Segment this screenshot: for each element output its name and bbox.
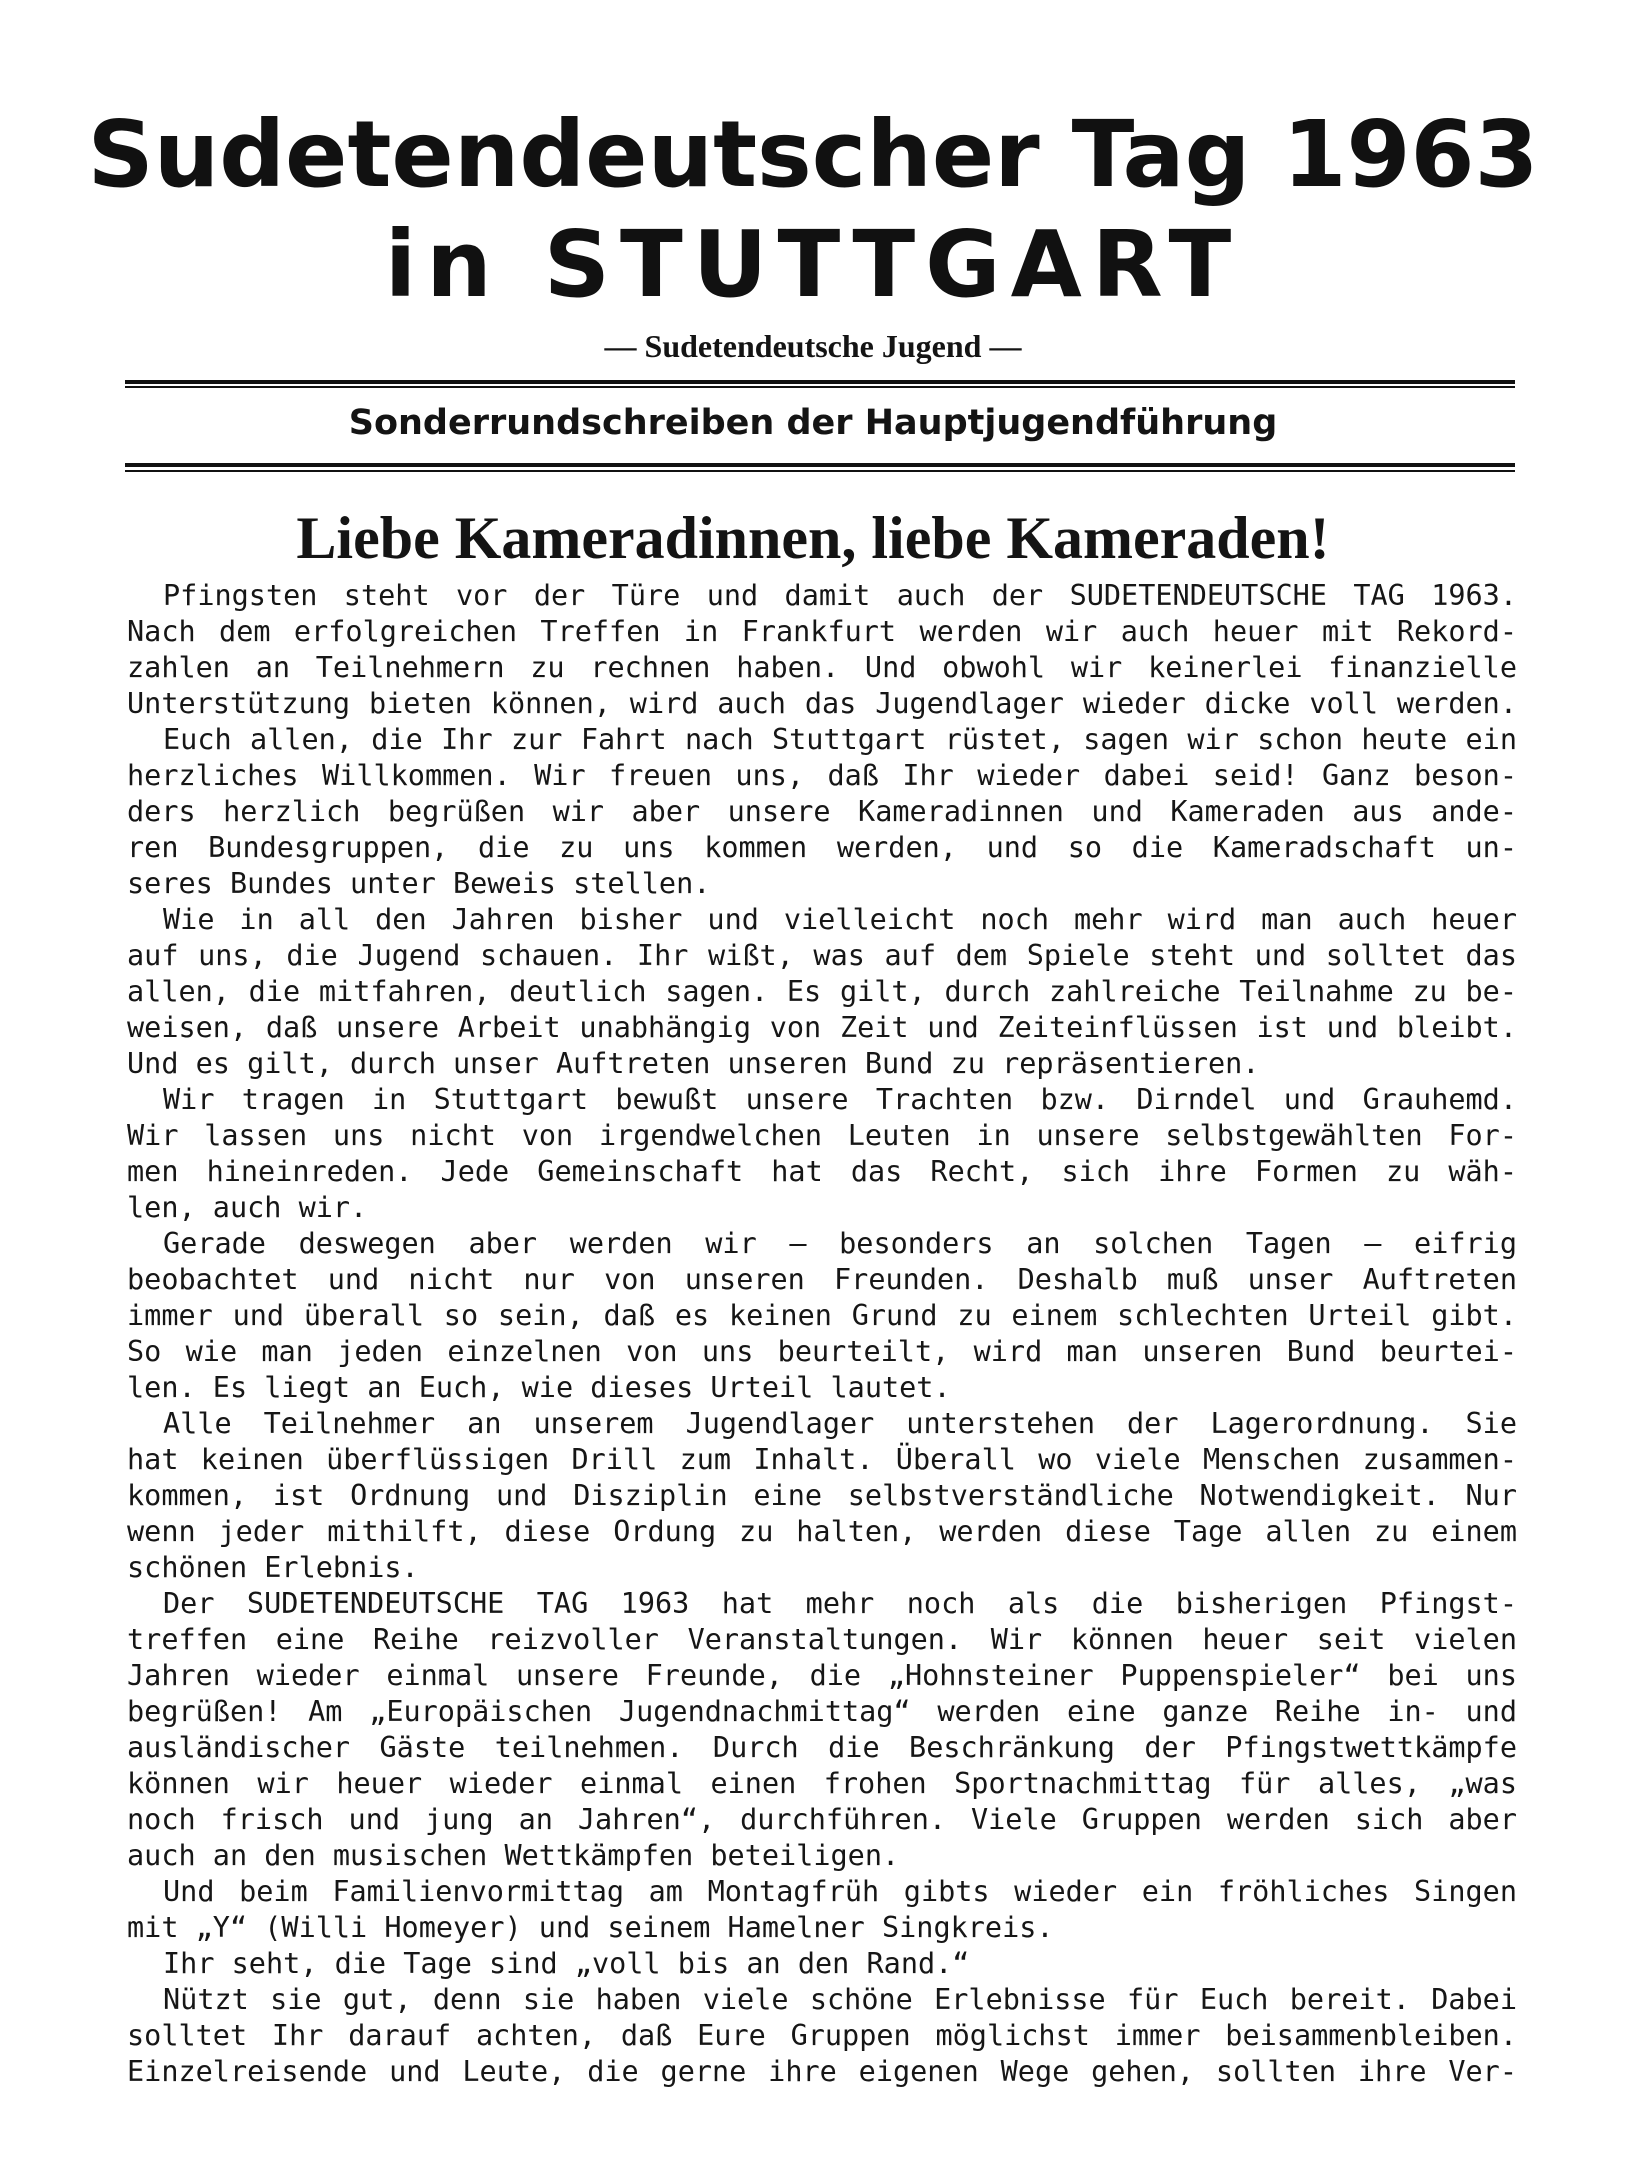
- body-line: begrüßen! Am „Europäischen Jugendnachmittag“ werden eine ganze Reihe in- und: [127, 1695, 1517, 1728]
- body-line: Pfingsten steht vor der Türe und damit auch der SUDETENDEUTSCHE TAG 1963.: [163, 579, 1517, 612]
- body-line: Der SUDETENDEUTSCHE TAG 1963 hat mehr noch als die bisherigen Pfingst-: [163, 1587, 1517, 1620]
- body-line: ders herzlich begrüßen wir aber unsere Kameradinnen und Kameraden aus ande-: [127, 795, 1517, 828]
- body-line: Nützt sie gut, denn sie haben viele schöne Erlebnisse für Euch bereit. Dabei: [163, 1983, 1517, 2016]
- body-line: ausländischer Gäste teilnehmen. Durch die Beschränkung der Pfingstwettkämpfe: [127, 1731, 1517, 1764]
- body-line: hat keinen überflüssigen Drill zum Inhalt. Überall wo viele Menschen zusammen-: [127, 1443, 1517, 1476]
- body-line: Alle Teilnehmer an unserem Jugendlager unterstehen der Lagerordnung. Sie: [163, 1407, 1517, 1440]
- body-line: beobachtet und nicht nur von unseren Freunden. Deshalb muß unser Auftreten: [127, 1263, 1517, 1296]
- body-line: immer und überall so sein, daß es keinen Grund zu einem schlechten Urteil gibt.: [127, 1299, 1517, 1332]
- divider-bottom-thick: [125, 463, 1515, 467]
- body-line: mit „Y“ (Willi Homeyer) und seinem Hamelner Singkreis.: [127, 1911, 1054, 1944]
- body-line: len, auch wir.: [127, 1191, 368, 1224]
- subtitle: — Sudetendeutsche Jugend —: [604, 328, 1022, 364]
- body-line: noch frisch und jung an Jahren“, durchführen. Viele Gruppen werden sich aber: [127, 1803, 1517, 1836]
- body-line: Gerade deswegen aber werden wir — besonders an solchen Tagen — eifrig: [163, 1227, 1517, 1260]
- body-line: weisen, daß unsere Arbeit unabhängig von Zeit und Zeiteinflüssen ist und bleibt.: [127, 1011, 1517, 1044]
- body-line: Jahren wieder einmal unsere Freunde, die „Hohnsteiner Puppenspieler“ bei uns: [127, 1659, 1517, 1692]
- body-line: können wir heuer wieder einmal einen frohen Sportnachmittag für alles, „was: [127, 1767, 1517, 1800]
- body-line: treffen eine Reihe reizvoller Veranstaltungen. Wir können heuer seit vielen: [127, 1623, 1517, 1656]
- title-line-1: Sudetendeutscher Tag 1963: [87, 101, 1539, 208]
- body-line: Euch allen, die Ihr zur Fahrt nach Stuttgart rüstet, sagen wir schon heute ein: [163, 723, 1517, 756]
- banner-heading: Sonderrundschreiben der Hauptjugendführung: [348, 403, 1278, 443]
- body-line: kommen, ist Ordnung und Disziplin eine selbstverständliche Notwendigkeit. Nur: [127, 1479, 1517, 1512]
- body-line: Wie in all den Jahren bisher und vielleicht noch mehr wird man auch heuer: [163, 903, 1517, 936]
- body-line: allen, die mitfahren, deutlich sagen. Es gilt, durch zahlreiche Teilnahme zu be-: [127, 975, 1517, 1008]
- body-line: Und es gilt, durch unser Auftreten unseren Bund zu repräsentieren.: [127, 1047, 1260, 1080]
- body-line: men hineinreden. Jede Gemeinschaft hat das Recht, sich ihre Formen zu wäh-: [127, 1155, 1517, 1188]
- body-line: Und beim Familienvormittag am Montagfrüh gibts wieder ein fröhliches Singen: [163, 1875, 1517, 1908]
- title-line-2: in STUTTGART: [384, 211, 1242, 318]
- body-line: Ihr seht, die Tage sind „voll bis an den Rand.“: [163, 1947, 970, 1980]
- body-line: Nach dem erfolgreichen Treffen in Frankfurt werden wir auch heuer mit Rekord-: [127, 615, 1517, 648]
- divider-top-thin: [125, 386, 1515, 388]
- body-line: wenn jeder mithilft, diese Ordung zu halten, werden diese Tage allen zu einem: [127, 1515, 1517, 1548]
- body-line: seres Bundes unter Beweis stellen.: [127, 867, 711, 900]
- letter-body: [127, 578, 1517, 2090]
- body-line: herzliches Willkommen. Wir freuen uns, daß Ihr wieder dabei seid! Ganz beson-: [127, 759, 1517, 792]
- body-line: schönen Erlebnis.: [127, 1551, 419, 1584]
- body-line: solltet Ihr darauf achten, daß Eure Gruppen möglichst immer beisammenbleiben.: [127, 2019, 1517, 2052]
- body-line: auf uns, die Jugend schauen. Ihr wißt, was auf dem Spiele steht und solltet das: [127, 939, 1517, 972]
- body-line: Wir lassen uns nicht von irgendwelchen Leuten in unsere selbstgewählten For-: [127, 1119, 1517, 1152]
- body-line: auch an den musischen Wettkämpfen beteiligen.: [127, 1839, 900, 1872]
- body-line: ren Bundesgruppen, die zu uns kommen werden, und so die Kameradschaft un-: [127, 831, 1517, 864]
- body-line: zahlen an Teilnehmern zu rechnen haben. Und obwohl wir keinerlei finanzielle: [127, 651, 1517, 684]
- body-line: Wir tragen in Stuttgart bewußt unsere Trachten bzw. Dirndel und Grauhemd.: [163, 1083, 1517, 1116]
- body-line: Unterstützung bieten können, wird auch das Jugendlager wieder dicke voll werden.: [127, 687, 1517, 720]
- body-line: Einzelreisende und Leute, die gerne ihre eigenen Wege gehen, sollten ihre Ver-: [127, 2055, 1517, 2088]
- divider-top-thick: [125, 380, 1515, 384]
- divider-bottom-thin: [125, 470, 1515, 472]
- body-line: len. Es liegt an Euch, wie dieses Urteil lautet.: [127, 1371, 951, 1404]
- body-line: So wie man jeden einzelnen von uns beurteilt, wird man unseren Bund beurtei-: [127, 1335, 1517, 1368]
- salutation: Liebe Kameradinnen, liebe Kameraden!: [296, 505, 1330, 571]
